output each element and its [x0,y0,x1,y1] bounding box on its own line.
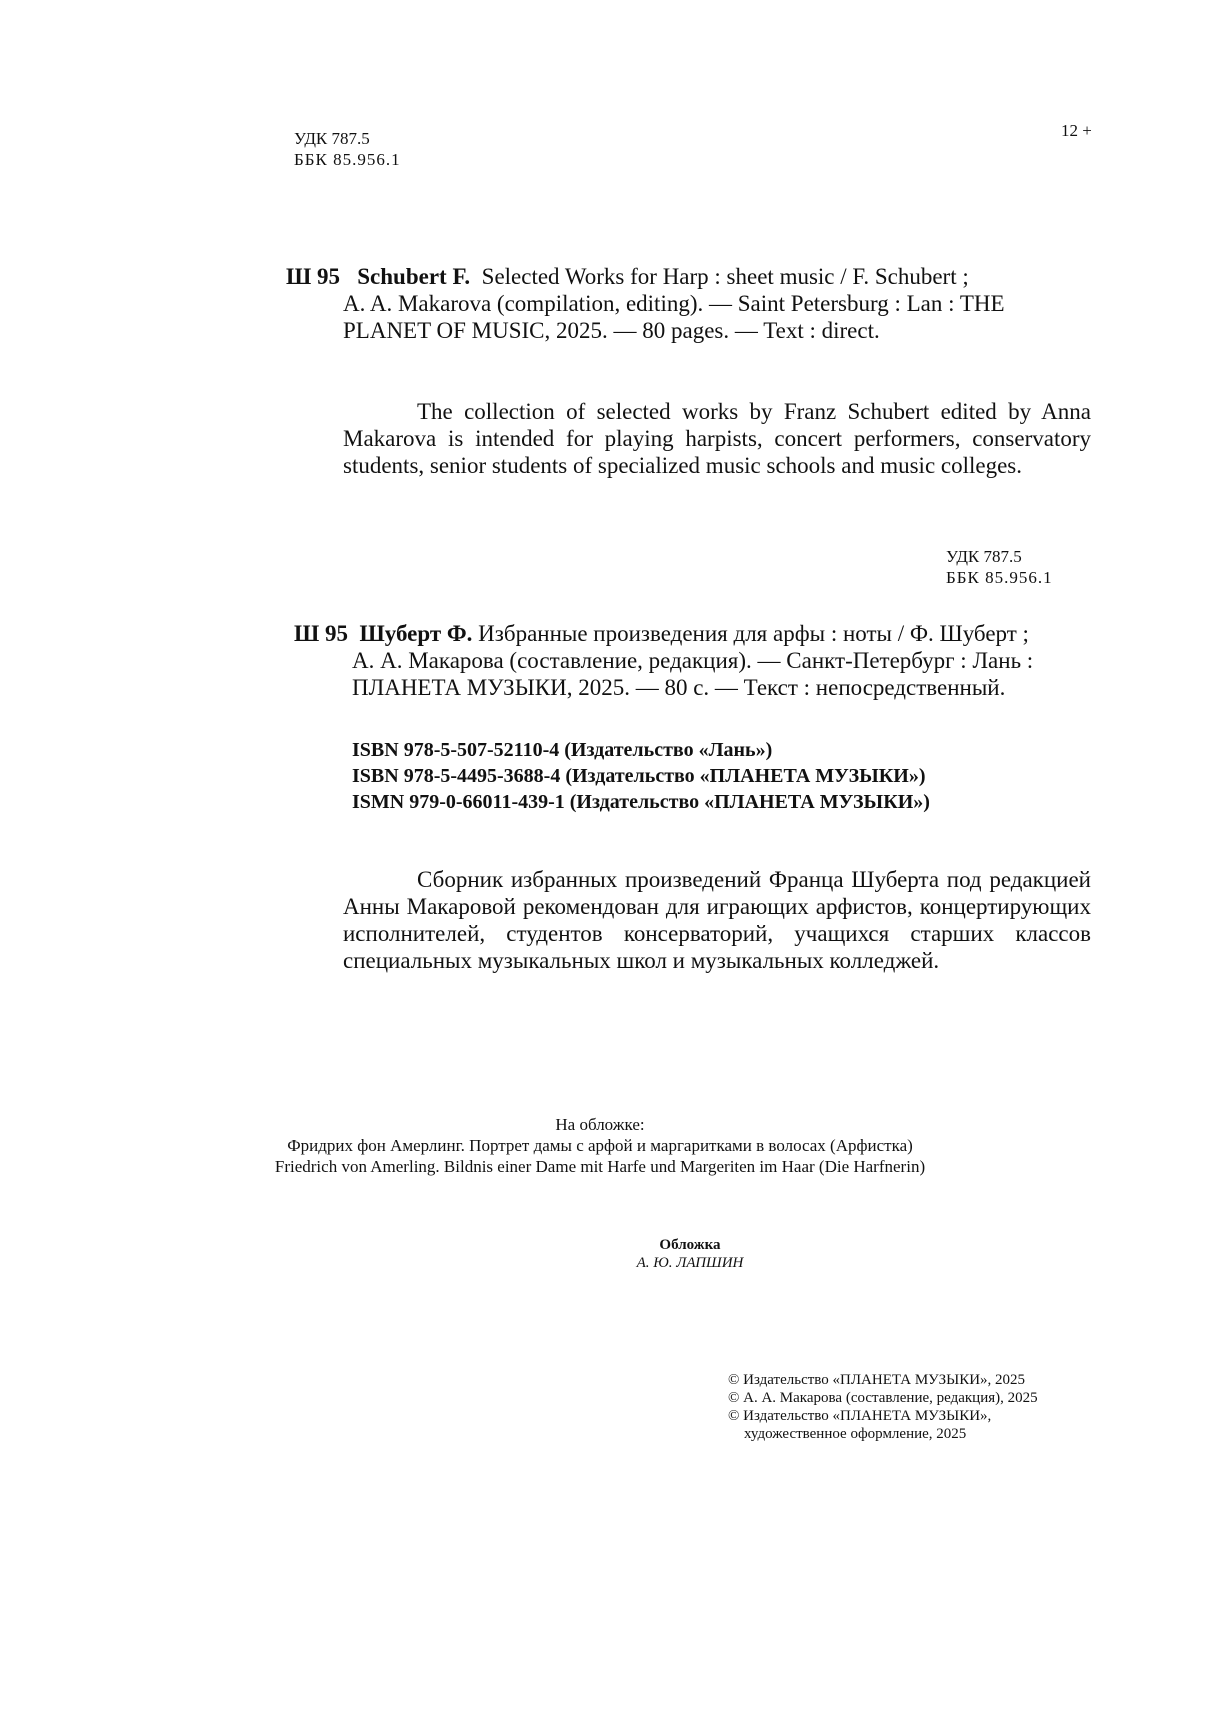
isbn-line: ISBN 978-5-4495-3688-4 (Издательство «ПЛАНЕТА МУЗЫКИ») [352,765,926,787]
classification-block-top [294,128,401,170]
age-rating: 12 + [1061,121,1092,140]
english-entry-line3: PLANET OF MUSIC, 2025. — 80 pages. — Text : direct. [343,318,880,343]
isbn-block [352,737,930,815]
cover-info-line-ru: Фридрих фон Амерлинг. Портрет дамы с арфой и маргаритками в волосах (Арфистка) [287,1136,913,1155]
english-entry-line2: A. A. Makarova (compilation, editing). — Saint Petersburg : Lan : THE [343,291,1005,316]
cover-info [150,1114,1050,1177]
bbk-code: ББК 85.956.1 [946,568,1053,587]
english-entry-author: Schubert F. [357,264,471,289]
english-entry-title: Selected Works for Harp : sheet music / F. Schubert ; [481,264,969,289]
english-entry-code: Ш 95 [286,264,341,289]
ismn-line: ISMN 979-0-66011-439-1 (Издательство «ПЛАНЕТА МУЗЫКИ») [352,791,930,813]
english-bibliographic-entry [286,263,1086,344]
copyright-line: художественное оформление, 2025 [744,1426,967,1442]
copyright-line: © А. А. Макарова (составление, редакция), 2025 [728,1390,1038,1406]
udk-code: УДК 787.5 [946,547,1022,566]
classification-block-right [946,546,1053,588]
cover-info-heading: На обложке: [555,1115,645,1134]
copyright-line: © Издательство «ПЛАНЕТА МУЗЫКИ», [728,1408,992,1424]
russian-entry-line2: А. А. Макарова (составление, редакция). — Санкт-Петербург : Лань : [352,648,1034,673]
copyright-block [728,1371,1038,1443]
cover-info-line-de: Friedrich von Amerling. Bildnis einer Dame mit Harfe und Margeriten im Haar (Die Harfnerin) [274,1157,926,1176]
russian-entry-line3: ПЛАНЕТА МУЗЫКИ, 2025. — 80 с. — Текст : непосредственный. [352,675,1006,700]
cover-credit-name: А. Ю. ЛАПШИН [636,1255,744,1271]
isbn-line: ISBN 978-5-507-52110-4 (Издательство «Лань») [352,739,773,761]
cover-credit [560,1236,820,1272]
bbk-code: ББК 85.956.1 [294,150,401,169]
russian-entry-code: Ш 95 [294,621,349,646]
russian-bibliographic-entry [294,620,1094,701]
copyright-line: © Издательство «ПЛАНЕТА МУЗЫКИ», 2025 [728,1372,1026,1388]
russian-entry-title: Избранные произведения для арфы : ноты / Ф. Шуберт ; [478,621,1029,646]
english-annotation: The collection of selected works by Franz Schubert edited by Anna Makarova is intended for playing harpists, concert performers, conservatory students, senior students of specialized music schools and music colleges. [343,399,1091,478]
russian-entry-author: Шуберт Ф. [359,621,473,646]
russian-annotation: Сборник избранных произведений Франца Шуберта под редакцией Анны Макаровой рекомендован для играющих арфистов, концертирующих исполнителей, студентов консерваторий, учащихся старших классов специальных музыкальных школ и музыкальных колледжей. [343,867,1091,973]
udk-code: УДК 787.5 [294,129,370,148]
cover-credit-label: Обложка [659,1237,721,1253]
